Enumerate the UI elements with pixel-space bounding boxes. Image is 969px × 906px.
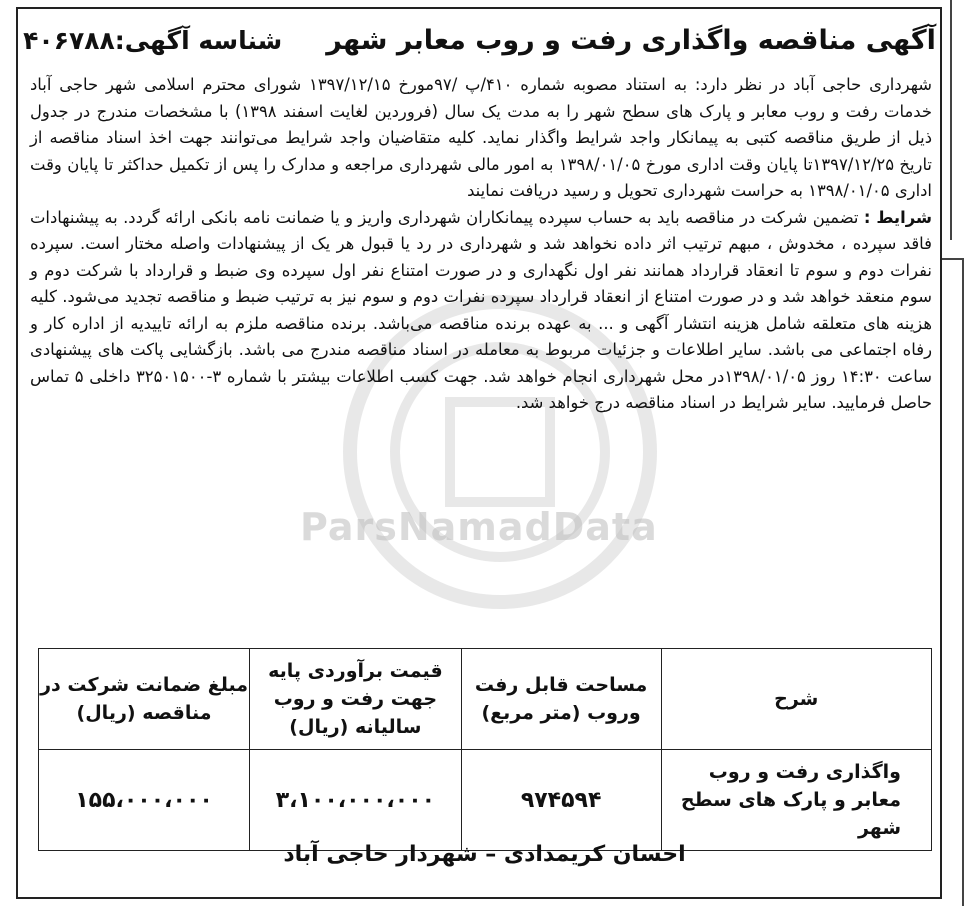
cell-desc: واگذاری رفت و روب معابر و پارک های سطح شهر — [661, 750, 932, 851]
conditions-label: شرایط : — [863, 207, 933, 227]
tender-table — [38, 648, 932, 851]
header-area: مساحت قابل رفت وروب (متر مربع) — [461, 649, 661, 750]
ad-conditions — [30, 205, 932, 417]
signature: احسان کریمدادی – شهردار حاجی آباد — [283, 842, 686, 867]
cell-area: ۹۷۴۵۹۴ — [461, 750, 661, 851]
page-edge-rule — [942, 258, 964, 260]
ad-id — [23, 26, 282, 55]
page-edge-rule — [962, 258, 964, 906]
cell-price: ۳،۱۰۰،۰۰۰،۰۰۰ — [250, 750, 462, 851]
header-price: قیمت برآوردی پایه جهت رفت و روب سالیانه (ریال) — [250, 649, 462, 750]
ad-id-label: شناسه آگهی: — [114, 25, 283, 55]
table-header-row — [39, 649, 932, 750]
header-desc: شرح — [661, 649, 932, 750]
ad-intro: شهرداری حاجی آباد در نظر دارد: به استناد مصوبه شماره ۴۱۰/پ /۹۷مورخ ۱۳۹۷/۱۲/۱۵ شورای محترم اسلامی شهر حاجی آباد خدمات رفت و روب معابر و پارک های سطح شهر را به مدت یک سال (فروردین لغایت اسفند ۱۳۹۸) با مشخصات مندرج در جدول ذیل از طریق مناقصه کتبی به پیمانکار واجد شرایط واگذار نماید. کلیه متقاضیان واجد شرایط می‌توانند جهت اخذ اسناد مناقصه از تاریخ ۱۳۹۷/۱۲/۲۵تا پایان وقت اداری مورخ ۱۳۹۸/۰۱/۰۵ به امور مالی شهرداری مراجعه و مدارک را پس از تکمیل حداکثر تا پایان وقت اداری ۱۳۹۸/۰۱/۰۵ به حراست شهرداری تحویل و رسید دریافت نمایند — [30, 75, 932, 200]
cell-guarantee: ۱۵۵،۰۰۰،۰۰۰ — [39, 750, 250, 851]
ad-body — [30, 72, 932, 417]
ad-header — [23, 16, 936, 64]
ad-title: آگهی مناقصه واگذاری رفت و روب معابر شهر — [326, 24, 936, 56]
header-guarantee: مبلغ ضمانت شرکت در مناقصه (ریال) — [39, 649, 250, 750]
conditions-text: تضمین شرکت در مناقصه باید به حساب سپرده پیمانکاران شهرداری واریز و یا ضمانت نامه بانکی ارائه گردد. به پیشنهادات فاقد سپرده ، مخدوش ، مبهم ترتیب اثر داده نخواهد شد و شهرداری در رد یا قبول هر یک از پیشنهادات واصله مختار است. سپرده نفرات دوم و سوم تا انعقاد قرارداد همانند نفر اول نگهداری و در صورت امتناع نفر اول سپرده وی ضبط و قرارداد با شرکت دوم و سوم منعقد خواهد شد و در صورت امتناع از انعقاد قرارداد سپرده نفرات دوم و سوم نیز به ترتیب ضبط و مناقصه تجدید می‌شود. کلیه هزینه های متعلقه شامل هزینه انتشار آگهی و ... به عهده برنده مناقصه می‌باشد. برنده مناقصه ملزم به ارائه تاییدیه از اداره کار و رفاه اجتماعی می باشد. سایر اطلاعات و جزئیات مربوط به معامله در اسناد مناقصه مندرج می باشد. بازگشایی پاکت های پیشنهادی ساعت ۱۴:۳۰ روز ۱۳۹۸/۰۱/۰۵در محل شهرداری انجام خواهد شد. جهت کسب اطلاعات بیشتر با شماره ۳-۳۲۵۰۱۵۰۰ داخلی ۵ تماس حاصل فرمایید. سایر شرایط در اسناد مناقصه درج خواهد شد. — [30, 207, 933, 412]
watermark-text: ParsNamadData — [300, 505, 658, 549]
ad-id-value: ۴۰۶۷۸۸ — [23, 25, 115, 55]
page-edge-rule — [950, 0, 952, 240]
table-row — [39, 750, 932, 851]
